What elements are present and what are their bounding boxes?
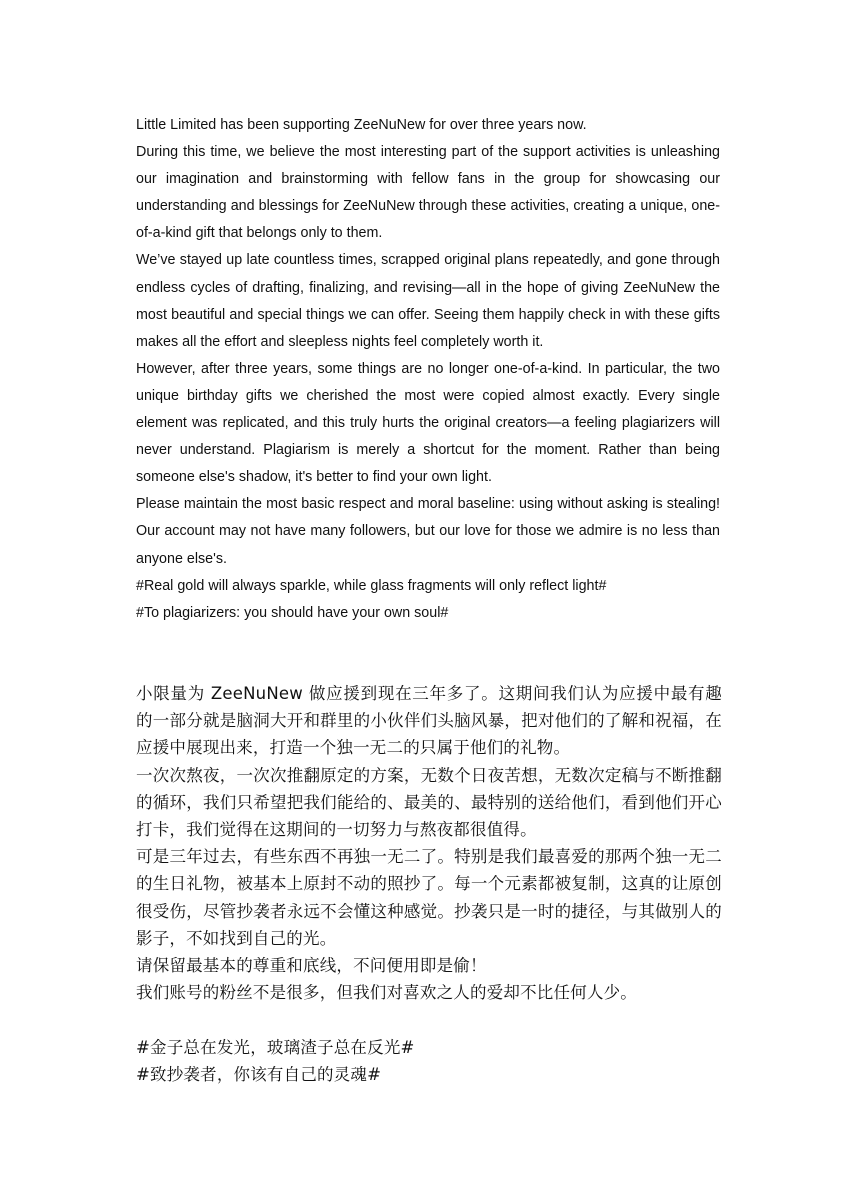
english-paragraph-intro: Little Limited has been supporting ZeeNuNew for over three years now.: [136, 117, 587, 133]
chinese-paragraph-respect: 请保留最基本的尊重和底线，不问便用即是偷！: [136, 956, 487, 976]
english-hashtag-soul: #To plagiarizers: you should have your own soul#: [136, 604, 449, 621]
chinese-paragraph-intro: 小限量为 ZeeNuNew 做应援到现在三年多了。这期间我们认为应援中最有趣的一部分就是脑洞大开和群里的小伙伴们头脑风暴，把对他们的了解和祝福，在应援中展现出来，打造一个独一无二的只属于他们的礼物。: [136, 684, 722, 758]
chinese-paragraph-efforts: 一次次熬夜，一次次推翻原定的方案，无数个日夜苦想，无数次定稿与不断推翻的循环，我们只希望把我们能给的、最美的、最特别的送给他们，看到他们开心打卡，我们觉得在这期间的一切努力与熬夜都很值得。: [136, 765, 722, 840]
paragraph-spacer: [136, 1006, 722, 1033]
english-paragraph-respect: Please maintain the most basic respect and moral baseline: using without asking is stealing! Our account may not have many followers, but our love for those we admire is no less than anyone else's.: [136, 496, 720, 567]
chinese-hashtag-soul: #致抄袭者，你该有自己的灵魂#: [136, 1064, 382, 1084]
english-hashtag-gold: #Real gold will always sparkle, while glass fragments will only reflect light#: [136, 577, 607, 594]
english-paragraph-activities: During this time, we believe the most interesting part of the support activities is unleashing our imagination and brainstorming with fellow fans in the group for showcasing our understanding and blessings for ZeeNuNew through these activities, creating a unique, one-of-a-kind gift that belongs only to them.: [136, 144, 720, 242]
english-statement: [136, 112, 720, 627]
chinese-paragraph-followers: 我们账号的粉丝不是很多，但我们对喜欢之人的爱却不比任何人少。: [136, 983, 637, 1003]
english-paragraph-plagiarism: However, after three years, some things are no longer one-of-a-kind. In particular, the two unique birthday gifts we cherished the most were copied almost exactly. Every single element was replicated, and this truly hurts the original creators—a feeling plagiarizers will never understand. Plagiarism is merely a shortcut for the moment. Rather than being someone else's shadow, it's better to find your own light.: [136, 360, 720, 486]
chinese-hashtag-gold: #金子总在发光，玻璃渣子总在反光#: [136, 1037, 415, 1057]
english-paragraph-efforts: We’ve stayed up late countless times, scrapped original plans repeatedly, and gone through endless cycles of drafting, finalizing, and revising—all in the hope of giving ZeeNuNew the most beautiful and special things we can offer. Seeing them happily check in with these gifts makes all the effort and sleepless nights feel completely worth it.: [136, 252, 720, 350]
chinese-statement: [136, 680, 722, 1088]
chinese-paragraph-plagiarism: 可是三年过去，有些东西不再独一无二了。特别是我们最喜爱的那两个独一无二的生日礼物，被基本上原封不动的照抄了。每一个元素都被复制，这真的让原创很受伤，尽管抄袭者永远不会懂这种感觉。抄袭只是一时的捷径，与其做别人的影子，不如找到自己的光。: [136, 847, 722, 948]
